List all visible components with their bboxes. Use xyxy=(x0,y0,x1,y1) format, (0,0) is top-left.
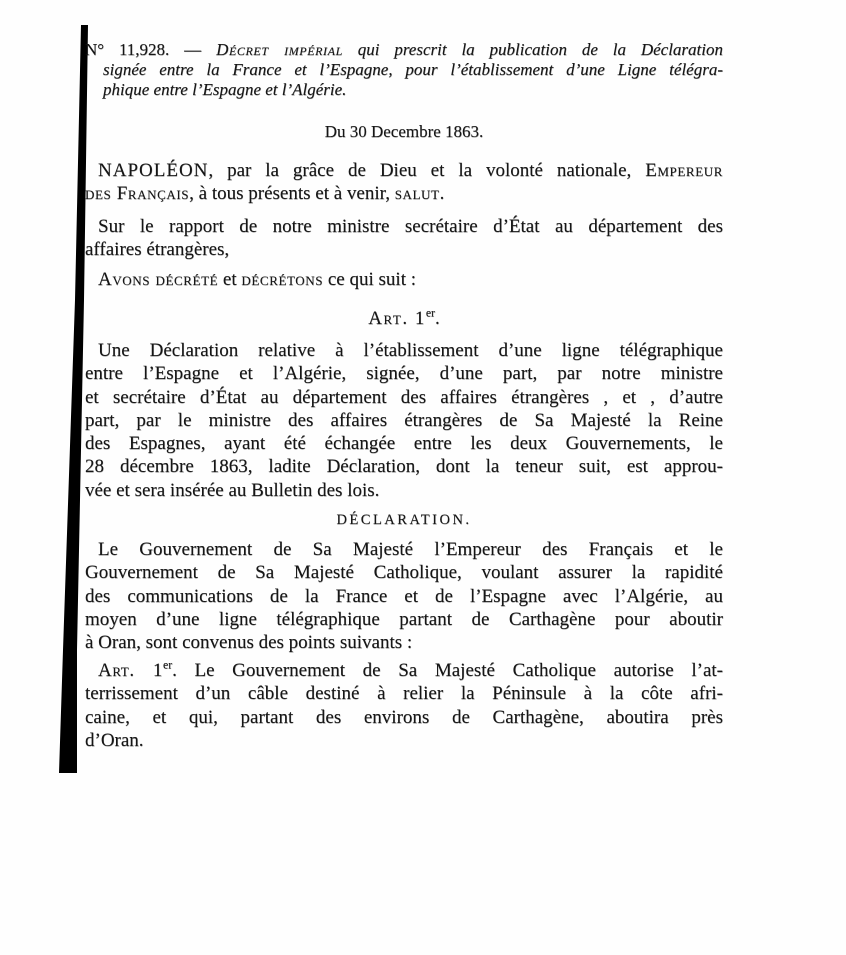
headnote-line-2: signée entre la France et l’Espagne, pour l’établissement d’une Ligne télégra- xyxy=(103,59,723,79)
article-1-heading xyxy=(85,308,723,330)
declaration-heading: DÉCLARATION. xyxy=(336,512,472,528)
avons-decrete-run: Avons décrété xyxy=(98,269,219,290)
declaration-preamble xyxy=(85,538,723,654)
text-run: , par la grâce de Dieu et la volonté nationale, xyxy=(208,160,646,181)
text-line: Gouvernement de Sa Majesté Catholique, voulant assurer la rapidité xyxy=(85,562,723,584)
ordinal-superscript: er xyxy=(425,306,435,320)
text-line xyxy=(85,659,723,682)
decree-type: Décret impérial xyxy=(216,40,343,59)
article-1-body xyxy=(85,339,723,502)
text-line: d’Oran. xyxy=(85,729,144,751)
enacting-line xyxy=(85,268,723,291)
text-run: , à tous présents et à venir, xyxy=(189,183,395,205)
text-line: moyen d’une ligne télégraphique partant de Carthagène pour aboutir xyxy=(85,608,723,630)
napoleon-name: NAPOLÉON xyxy=(98,160,209,181)
text-line: 28 décembre 1863, ladite Déclaration, dont la teneur suit, est approu- xyxy=(85,456,723,478)
text-run: ce qui suit : xyxy=(323,269,417,290)
preamble-line-1 xyxy=(85,159,723,182)
text-line: Le Gouvernement de Sa Majesté l’Empereur des Français et le xyxy=(98,539,723,560)
text-run: et xyxy=(218,269,242,290)
report-line-2: affaires étrangères, xyxy=(85,239,230,261)
headnote-line-3: phique entre l’Espagne et l’Algérie. xyxy=(103,79,347,99)
article-label-run: Art. 1 xyxy=(368,308,426,329)
headnote xyxy=(85,40,723,99)
declaration-article-1 xyxy=(85,659,723,752)
enacting-formula xyxy=(85,268,723,291)
date-line: Du 30 Decembre 1863. xyxy=(324,122,484,141)
decree-summary-run: qui prescrit la publication de la Déclaration xyxy=(342,40,723,59)
decretons-run: décrétons xyxy=(241,269,324,290)
emperor-title-cont-run: des Français xyxy=(85,183,190,205)
article-label-run: Art. 1 xyxy=(98,660,164,681)
text-line: vée et sera insérée au Bulletin des lois. xyxy=(85,479,380,501)
salut-run: salut xyxy=(394,183,440,205)
preamble-paragraph xyxy=(85,159,723,206)
emperor-title-run: Empereur xyxy=(645,160,723,181)
ordinal-superscript: er xyxy=(163,658,173,672)
text-run: . xyxy=(439,183,445,205)
headnote-line-1 xyxy=(85,40,723,60)
text-line: entre l’Espagne et l’Algérie, signée, d’une part, par notre ministre xyxy=(85,363,723,385)
preamble-line-2 xyxy=(85,182,723,205)
text-line: et secrétaire d’État au département des affaires étrangères , et , d’autre xyxy=(85,386,723,408)
text-run: . xyxy=(434,308,440,329)
text-line: à Oran, sont convenus des points suivants : xyxy=(85,632,413,654)
text-line: Une Déclaration relative à l’établissement d’une ligne télégraphique xyxy=(98,340,723,361)
text-run: . Le Gouvernement de Sa Majesté Catholique autorise l’at- xyxy=(172,660,723,681)
text-line: part, par le ministre des affaires étrangères de Sa Majesté la Reine xyxy=(85,409,723,431)
report-paragraph xyxy=(85,215,723,262)
text-line: terrissement d’un câble destiné à relier la Péninsule à la côte afri- xyxy=(85,683,723,705)
text-line: des Espagnes, ayant été échangée entre les deux Gouvernements, le xyxy=(85,433,723,455)
decree-number: N° 11,928. — xyxy=(85,40,217,59)
text-line: caine, et qui, partant des environs de Carthagène, aboutira près xyxy=(85,706,723,728)
text-line: des communications de la France et de l’Espagne avec l’Algérie, au xyxy=(85,585,723,607)
report-line-1: Sur le rapport de notre ministre secrétaire d’État au département des xyxy=(98,216,723,237)
